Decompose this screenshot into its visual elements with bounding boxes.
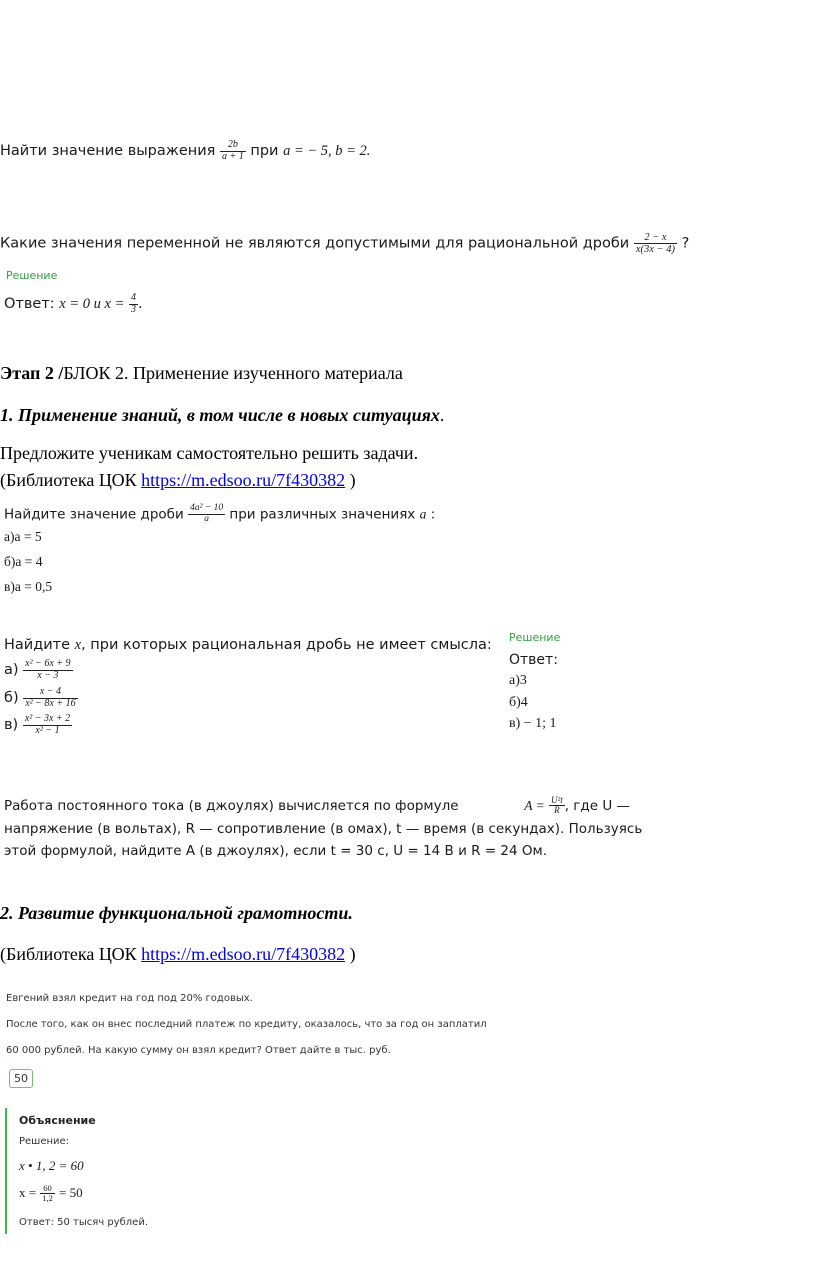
task6-eq2-rhs: = 50	[59, 1184, 83, 1200]
task3-item-b: б)a = 4	[4, 554, 43, 569]
task6-explain-title: Объяснение	[19, 1114, 96, 1127]
task4-c-label: в)	[4, 717, 19, 733]
task4-prefix: Найдите	[4, 637, 71, 653]
task1-condition: a = − 5, b = 2.	[283, 143, 371, 159]
section1-heading-text: 1. Применение знаний, в том числе в новых ситуациях	[0, 405, 440, 425]
task3-var: a	[419, 506, 427, 522]
task3-colon: :	[430, 506, 436, 523]
intro-lib-suffix: )	[345, 470, 356, 490]
task4-a-fraction	[23, 659, 72, 681]
task1-at: при	[250, 143, 279, 159]
task4-item-b	[4, 687, 78, 709]
task2-fraction	[634, 232, 677, 255]
explanation-accent-bar	[5, 1108, 7, 1234]
task4-c-fraction	[23, 714, 72, 736]
stage2-bold: Этап 2 /	[0, 363, 64, 383]
task2-prefix: Какие значения переменной не являются допустимыми для рациональной дроби	[0, 235, 630, 252]
task5-line3: этой формулой, найдите А (в джоулях), если t = 30 с, U = 14 В и R = 24 Ом.	[4, 843, 547, 859]
task5-line2: напряжение (в вольтах), R — сопротивление (в омах), t — время (в секундах). Пользуясь	[4, 821, 643, 837]
task2-answer-dot: .	[137, 296, 143, 312]
task3-frac-den: a	[204, 513, 209, 524]
task4-a-num: x² − 6x + 9	[25, 658, 71, 669]
task6-eq2-den: 1,2	[42, 1192, 53, 1203]
task4-answer-a: а)3	[509, 673, 527, 688]
task6-eq2	[19, 1184, 83, 1203]
task3-prefix: Найдите значение дроби	[4, 506, 184, 523]
intro-line1: Предложите ученикам самостоятельно решить задачи.	[0, 443, 419, 463]
task6-eq2-fraction	[40, 1184, 55, 1203]
task2-answer-num: 4	[130, 292, 136, 303]
intro2-lib-suffix: )	[345, 944, 356, 964]
task4-b-den: x² − 8x + 16	[25, 697, 76, 709]
task4-solution-link[interactable]: Решение	[509, 631, 561, 644]
section1-heading-dot: .	[439, 405, 445, 425]
task5-formula-num: U²t	[551, 795, 563, 805]
task6-answer-text: Ответ: 50 тысяч рублей.	[19, 1217, 148, 1228]
task6-eq2-lhs: x =	[19, 1184, 37, 1200]
task3-line	[4, 504, 435, 525]
task3-suffix: при различных значениях	[229, 506, 416, 523]
task2-answer-den: 3	[130, 303, 136, 315]
task5-line1-b: , где U —	[564, 797, 630, 814]
task4-answer-label: Ответ:	[509, 652, 558, 668]
task6-answer-field[interactable]	[9, 1067, 33, 1088]
task2-answer-expr: x = 0 и x =	[59, 296, 125, 312]
task1-line	[0, 140, 370, 162]
section1-heading	[0, 405, 444, 426]
task4-var: x	[74, 637, 82, 653]
task6-line3: 60 000 рублей. На какую сумму он взял кредит? Ответ дайте в тыс. руб.	[6, 1045, 391, 1056]
task2-line	[0, 232, 689, 255]
task4-suffix: , при которых рациональная дробь не имеет смысла:	[81, 637, 492, 653]
task3-fraction	[188, 504, 225, 525]
intro-library-link[interactable]: https://m.edsoo.ru/7f430382	[141, 470, 346, 490]
task4-item-c	[4, 714, 72, 736]
task3-frac-num: 4a² − 10	[190, 503, 224, 513]
stage2-rest: БЛОК 2. Применение изученного материала	[63, 363, 403, 383]
task1-frac-num: 2b	[220, 140, 246, 152]
task2-frac-den: x(3x − 4)	[635, 244, 676, 256]
task4-c-den: x² − 1	[35, 724, 60, 736]
task4-line	[4, 637, 492, 654]
task4-b-label: б)	[4, 690, 19, 706]
task4-answer-c: в) − 1; 1	[509, 716, 557, 731]
task2-frac-num: 2 − x	[634, 232, 677, 244]
task2-answer-fraction	[129, 293, 138, 315]
task1-fraction	[220, 140, 246, 162]
task4-b-fraction	[23, 687, 77, 709]
task6-solution-label: Решение:	[19, 1136, 70, 1147]
task6-line1: Евгений взял кредит на год под 20% годовых.	[6, 993, 253, 1004]
task6-answer-value: 50	[9, 1069, 33, 1088]
intro2-library-link[interactable]: https://m.edsoo.ru/7f430382	[141, 944, 346, 964]
section2-heading-text: 2. Развитие функциональной грамотности.	[0, 903, 353, 923]
task4-c-num: x² − 3x + 2	[24, 713, 71, 724]
intro2-lib-prefix: (Библиотека ЦОК	[0, 944, 142, 964]
task2-qmark: ?	[681, 235, 690, 252]
task2-answer-prefix: Ответ:	[4, 296, 55, 312]
task5-line1	[4, 796, 630, 816]
task1-prefix: Найти значение выражения	[0, 143, 216, 159]
task6-line2: После того, как он внес последний платеж по кредиту, оказалось, что за год он заплатил	[6, 1019, 487, 1030]
task2-solution-link[interactable]: Решение	[6, 269, 58, 282]
task6-eq2-num: 60	[40, 1184, 55, 1194]
task4-item-a	[4, 659, 73, 681]
task5-line1-a: Работа постоянного тока (в джоулях) вычисляется по формуле	[4, 797, 459, 814]
intro2-library-line	[0, 944, 356, 965]
task6-eq1: x • 1, 2 = 60	[19, 1158, 84, 1173]
task2-answer	[4, 293, 143, 315]
intro-lib-prefix: (Библиотека ЦОК	[0, 470, 142, 490]
task4-b-num: x − 4	[23, 687, 77, 699]
task5-formula-den: R	[554, 805, 560, 816]
task3-item-c: в)a = 0,5	[4, 579, 53, 594]
task4-a-label: а)	[4, 662, 19, 678]
intro-library-line	[0, 470, 356, 491]
task5-formula-fraction	[549, 796, 565, 816]
stage2-heading	[0, 363, 403, 384]
task4-answer-b: б)4	[509, 695, 528, 710]
task4-a-den: x − 3	[37, 669, 59, 681]
task3-item-a: а)a = 5	[4, 529, 42, 544]
task1-frac-den: a + 1	[222, 150, 244, 162]
section2-heading	[0, 903, 353, 924]
task5-formula-lhs: A =	[524, 797, 545, 813]
